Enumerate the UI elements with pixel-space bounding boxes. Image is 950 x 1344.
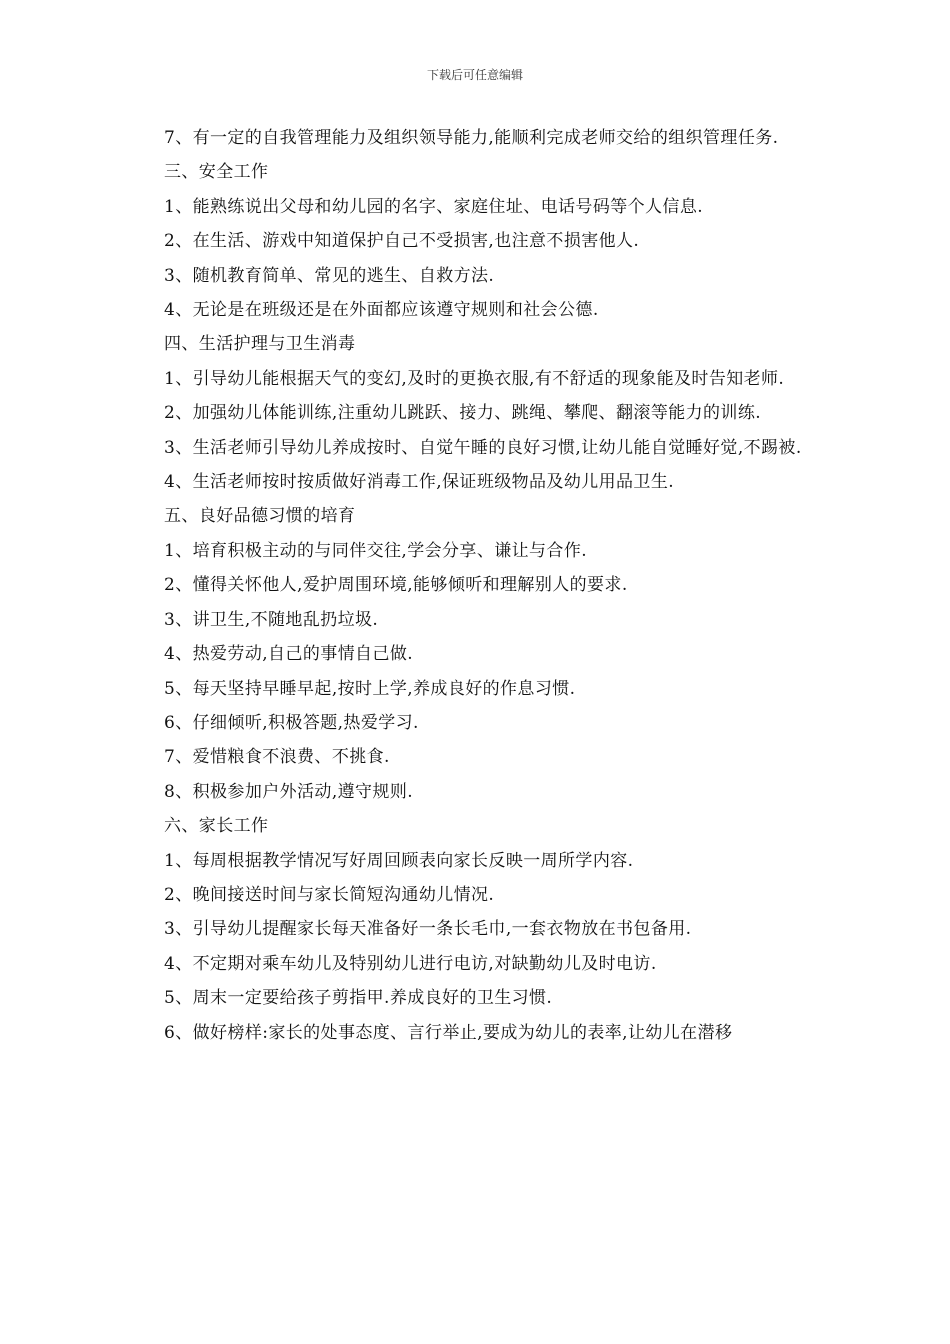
paragraph: 8、积极参加户外活动,遵守规则. <box>164 781 414 802</box>
paragraph: 4、不定期对乘车幼儿及特别幼儿进行电访,对缺勤幼儿及时电访. <box>164 953 657 974</box>
paragraph: 2、加强幼儿体能训练,注重幼儿跳跃、接力、跳绳、攀爬、翻滚等能力的训练. <box>164 403 762 424</box>
paragraph: 7、有一定的自我管理能力及组织领导能力,能顺利完成老师交给的组织管理任务. <box>164 128 779 148</box>
paragraph: 4、生活老师按时按质做好消毒工作,保证班级物品及幼儿用品卫生. <box>164 472 675 493</box>
paragraph: 3、讲卫生,不随地乱扔垃圾. <box>164 609 379 630</box>
paragraph: 3、引导幼儿提醒家长每天准备好一条长毛巾,一套衣物放在书包备用. <box>164 919 692 940</box>
paragraph: 四、生活护理与卫生消毒 <box>164 334 356 355</box>
page-header: 下载后可任意编辑 <box>426 68 523 82</box>
paragraph: 五、良好品德习惯的培育 <box>164 506 356 527</box>
paragraph: 2、晚间接送时间与家长简短沟通幼儿情况. <box>164 884 495 905</box>
paragraph: 6、做好榜样:家长的处事态度、言行举止,要成为幼儿的表率,让幼儿在潜移 <box>164 1022 733 1043</box>
paragraph: 5、周末一定要给孩子剪指甲.养成良好的卫生习惯. <box>164 988 553 1009</box>
paragraph: 1、引导幼儿能根据天气的变幻,及时的更换衣服,有不舒适的现象能及时告知老师. <box>164 368 785 389</box>
paragraph: 4、热爱劳动,自己的事情自己做. <box>164 644 414 665</box>
paragraph: 3、生活老师引导幼儿养成按时、自觉午睡的良好习惯,让幼儿能自觉睡好觉,不踢被. <box>164 437 802 458</box>
paragraph: 六、家长工作 <box>164 816 269 837</box>
paragraph: 1、能熟练说出父母和幼儿园的名字、家庭住址、电话号码等个人信息. <box>164 196 704 217</box>
paragraph: 1、培育积极主动的与同伴交往,学会分享、谦让与合作. <box>164 540 588 561</box>
document-body <box>145 121 810 1050</box>
paragraph: 5、每天坚持早睡早起,按时上学,养成良好的作息习惯. <box>164 678 576 699</box>
paragraph: 7、爱惜粮食不浪费、不挑食. <box>164 747 390 768</box>
paragraph: 1、每周根据教学情况写好周回顾表向家长反映一周所学内容. <box>164 850 634 871</box>
paragraph: 3、随机教育简单、常见的逃生、自救方法. <box>164 265 495 286</box>
paragraph: 2、懂得关怀他人,爱护周围环境,能够倾听和理解别人的要求. <box>164 575 628 596</box>
paragraph: 2、在生活、游戏中知道保护自己不受损害,也注意不损害他人. <box>164 231 640 252</box>
paragraph: 三、安全工作 <box>164 162 269 183</box>
paragraph: 4、无论是在班级还是在外面都应该遵守规则和社会公德. <box>164 300 599 321</box>
paragraph: 6、仔细倾听,积极答题,热爱学习. <box>164 712 419 733</box>
